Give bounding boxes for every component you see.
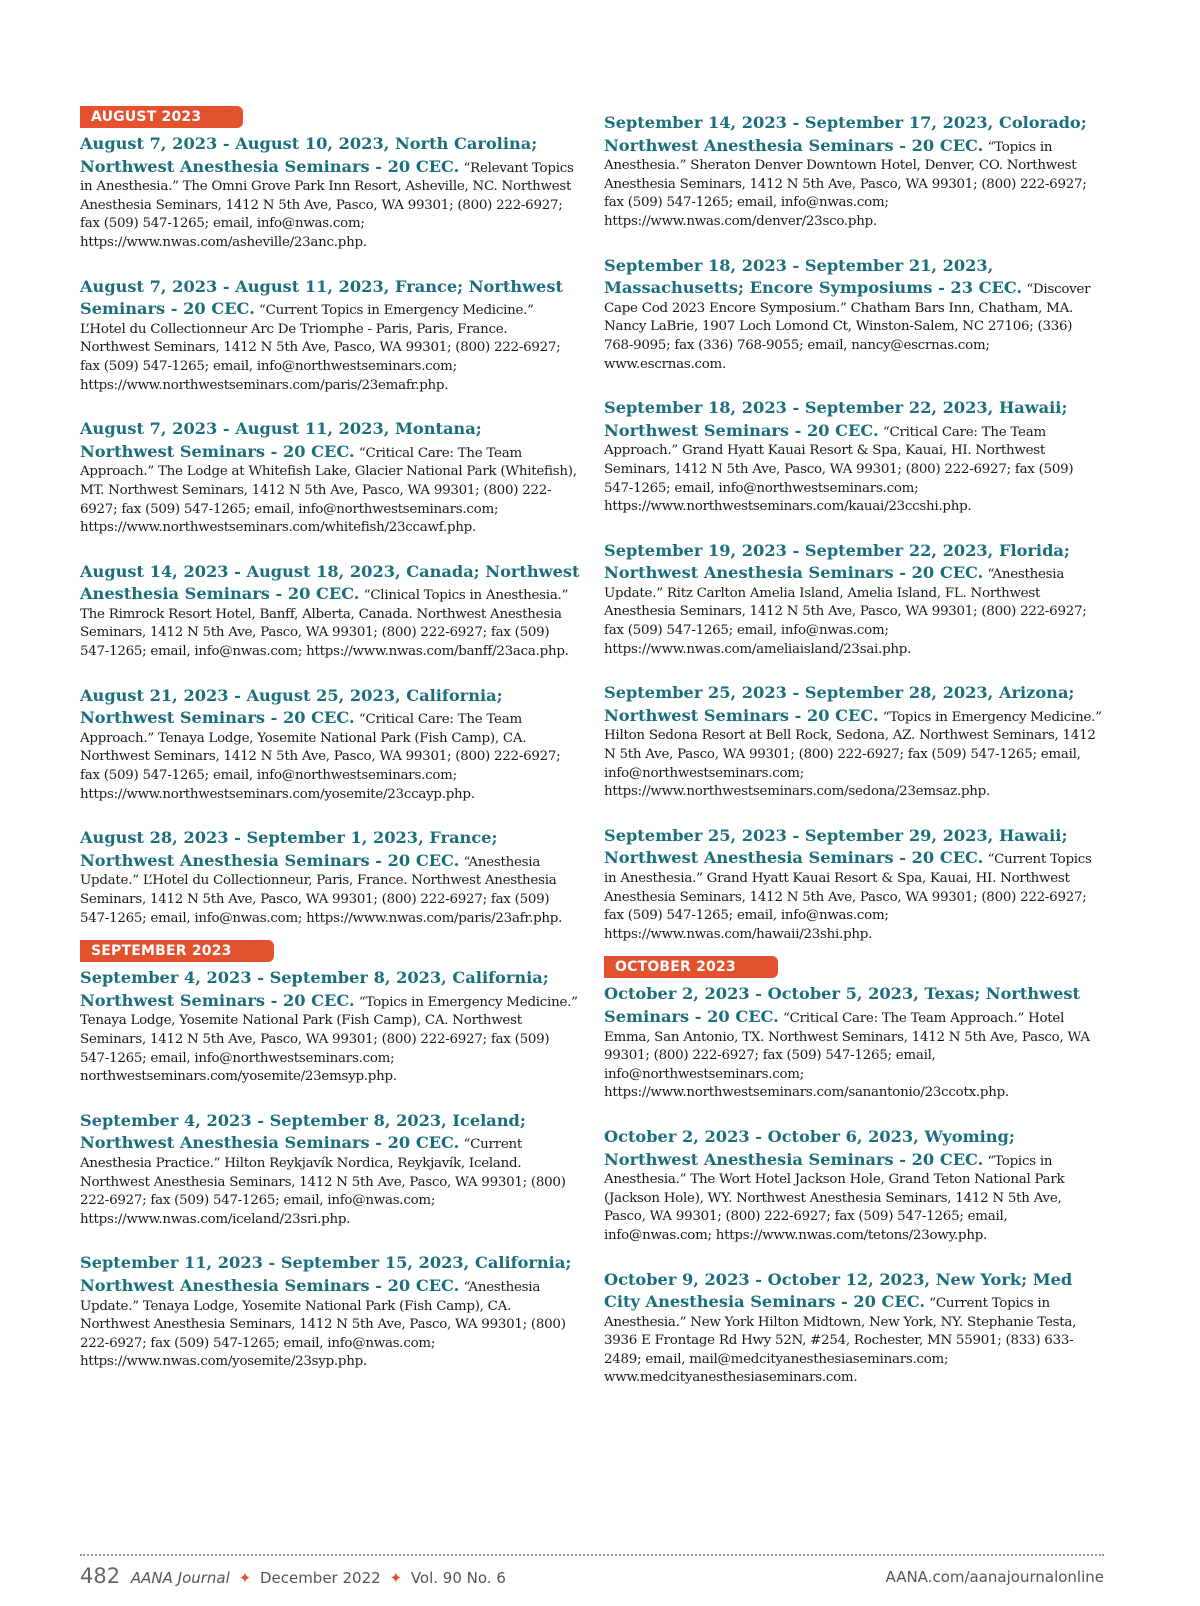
listing-body: “Critical Care: The Team Approach.” Hotel Emma, San Antonio, TX. Northwest Seminars, 1412 N 5th Ave, Pasco, WA 99301; (800) 222-6927; fax (509) 547-1265; email, info@northwestseminars.com; https://www.northwestseminars.com/sanantonio/23ccotx.php. (604, 1010, 1090, 1101)
listing-body: “Topics in Emergency Medicine.” Tenaya Lodge, Yosemite National Park (Fish Camp), CA. Northwest Seminars, 1412 N 5th Ave, Pasco, WA 99301; (800) 222-6927; fax (509) 547-1265; email, info@northwestseminars.com; northwestseminars.com/yosemite/23emsyp.php. (80, 994, 578, 1085)
listing-body: “Discover Cape Cod 2023 Encore Symposium.” Chatham Bars Inn, Chatham, MA. Nancy LaBrie, 1907 Loch Lomond Ct, Winston-Salem, NC 27106; (336) 768-9095; fax (336) 768-9055; email, nancy@escrnas.com; www.escrnas.com. (604, 282, 1091, 372)
listing (604, 397, 1104, 517)
listing (80, 1110, 580, 1230)
listing-heading: September 4, 2023 - September 8, 2023, California; Northwest Seminars - 20 CEC. (80, 968, 549, 1010)
listing-heading: September 25, 2023 - September 28, 2023, Arizona; Northwest Seminars - 20 CEC. (604, 683, 1075, 725)
listing (604, 1269, 1104, 1389)
listing-heading: August 7, 2023 - August 11, 2023, France; Northwest Seminars - 20 CEC. (80, 276, 563, 319)
separator-icon: ✦ (389, 1569, 403, 1587)
right-column (604, 112, 1104, 1411)
listing (80, 967, 580, 1087)
listing (604, 540, 1104, 660)
volume-info: Vol. 90 No. 6 (410, 1569, 506, 1587)
listing-body: “Critical Care: The Team Approach.” Grand Hyatt Kauai Resort & Spa, Kauai, HI. Northwest Seminars, 1412 N 5th Ave, Pasco, WA 99301; (800) 222-6927; fax (509) 547-1265; email, info@northwestseminars.com; https://www.northwestseminars.com/kauai/23ccshi.php. (604, 424, 1074, 515)
listing (80, 276, 580, 396)
listing (80, 685, 580, 805)
listing-heading: September 18, 2023 - September 22, 2023, Hawaii; Northwest Seminars - 20 CEC. (604, 398, 1068, 440)
left-column (80, 106, 580, 1395)
listing-heading: September 4, 2023 - September 8, 2023, Iceland; Northwest Anesthesia Seminars - 20 CEC. (80, 1110, 526, 1153)
listing-heading: August 7, 2023 - August 11, 2023, Montana; Northwest Seminars - 20 CEC. (80, 419, 482, 461)
listing-body: “Anesthesia Update.” L’Hotel du Collectionneur, Paris, France. Northwest Anesthesia Seminars, 1412 N 5th Ave, Pasco, WA 99301; (800) 222-6927; fax (509) 547-1265; email, info@nwas.com; https://www.nwas.com/paris/23afr.php. (80, 854, 563, 926)
listing-body: “Critical Care: The Team Approach.” The Lodge at Whitefish Lake, Glacier National Park (Whitefish), MT. Northwest Seminars, 1412 N 5th Ave, Pasco, WA 99301; (800) 222-6927; fax (509) 547-1265; email, info@northwestseminars.com; https://www.northwestseminars.com/whitefish/23ccawf.php. (80, 445, 577, 536)
listing-heading: September 19, 2023 - September 22, 2023, Florida; Northwest Anesthesia Seminars - 20 CEC. (604, 540, 1070, 583)
listing-body: “Anesthesia Update.” Ritz Carlton Amelia Island, Amelia Island, FL. Northwest Anesthesia Seminars, 1412 N 5th Ave, Pasco, WA 99301; (800) 222-6927; fax (509) 547-1265; email, info@nwas.com; https://www.nwas.com/ameliaisland/23sai.php. (604, 567, 1087, 657)
listing-heading: August 14, 2023 - August 18, 2023, Canada; Northwest Anesthesia Seminars - 20 CEC. (80, 561, 580, 604)
listing-body: “Topics in Anesthesia.” The Wort Hotel Jackson Hole, Grand Teton National Park (Jackson Hole), WY. Northwest Anesthesia Seminars, 1412 N 5th Ave, Pasco, WA 99301; (800) 222-6927; fax (509) 547-1265; email, info@nwas.com; https://www.nwas.com/tetons/23owy.php. (604, 1153, 1065, 1243)
listing (80, 418, 580, 538)
footer-info (80, 1564, 506, 1588)
listing (80, 561, 580, 662)
listing-body: “Critical Care: The Team Approach.” Tenaya Lodge, Yosemite National Park (Fish Camp), CA. Northwest Seminars, 1412 N 5th Ave, Pasco, WA 99301; (800) 222-6927; fax (509) 547-1265; email, info@northwestseminars.com; https://www.northwestseminars.com/yosemite/23ccayp.php. (80, 712, 561, 802)
listing-body: “Topics in Emergency Medicine.” Hilton Sedona Resort at Bell Rock, Sedona, AZ. Northwest Seminars, 1412 N 5th Ave, Pasco, WA 99301; (800) 222-6927; fax (509) 547-1265; email, info@northwestseminars.com; https://www.northwestseminars.com/sedona/23emsaz.php. (604, 709, 1102, 800)
listing-heading: October 2, 2023 - October 6, 2023, Wyoming; Northwest Anesthesia Seminars - 20 CEC. (604, 1126, 1015, 1169)
page-footer (80, 1564, 1104, 1590)
listing-heading: September 14, 2023 - September 17, 2023, Colorado; Northwest Anesthesia Seminars - 20 CEC. (604, 113, 1087, 155)
listing-body: “Clinical Topics in Anesthesia.” The Rimrock Resort Hotel, Banff, Alberta, Canada. Northwest Anesthesia Seminars, 1412 N 5th Ave, Pasco, WA 99301; (800) 222-6927; fax (509) 547-1265; email, info@nwas.com; https://www.nwas.com/banff/23aca.php. (80, 588, 569, 660)
listing-heading: September 18, 2023 - September 21, 2023, Massachusetts; Encore Symposiums - 23 CEC. (604, 255, 1023, 298)
page-number: 482 (80, 1564, 121, 1588)
listing (80, 1252, 580, 1372)
listing (604, 255, 1104, 375)
listing-body: “Anesthesia Update.” Tenaya Lodge, Yosemite National Park (Fish Camp), CA. Northwest Anesthesia Seminars, 1412 N 5th Ave, Pasco, WA 99301; (800) 222-6927; fax (509) 547-1265; email, info@nwas.com; https://www.nwas.com/yosemite/23syp.php. (80, 1279, 566, 1370)
listing-body: “Topics in Anesthesia.” Sheraton Denver Downtown Hotel, Denver, CO. Northwest Anesthesia Seminars, 1412 N 5th Ave, Pasco, WA 99301; (800) 222-6927; fax (509) 547-1265; email, info@nwas.com; https://www.nwas.com/denver/23sco.php. (604, 139, 1087, 229)
listing-body: “Current Topics in Anesthesia.” Grand Hyatt Kauai Resort & Spa, Kauai, HI. Northwest Anesthesia Seminars, 1412 N 5th Ave, Pasco, WA 99301; (800) 222-6927; fax (509) 547-1265; email, info@nwas.com; https://www.nwas.com/hawaii/23shi.php. (604, 852, 1092, 942)
listing (604, 682, 1104, 802)
listing-heading: October 9, 2023 - October 12, 2023, New York; Med City Anesthesia Seminars - 20 CEC. (604, 1269, 1073, 1312)
listing (604, 983, 1104, 1103)
listing-heading: August 28, 2023 - September 1, 2023, France; Northwest Anesthesia Seminars - 20 CEC. (80, 828, 498, 870)
listing-body: “Current Anesthesia Practice.” Hilton Reykjavík Nordica, Reykjavík, Iceland. Northwest Anesthesia Seminars, 1412 N 5th Ave, Pasco, WA 99301; (800) 222-6927; fax (509) 547-1265; email, info@nwas.com; https://www.nwas.com/iceland/23sri.php. (80, 1137, 566, 1227)
listing-body: “Current Topics in Anesthesia.” New York Hilton Midtown, New York, NY. Stephanie Testa, 3936 E Frontage Rd Hwy 52N, #254, Rochester, MN 55901; (833) 633-2489; email, mail@medcityanesthesiaseminars.com; www.medcityanesthesiaseminars.com. (604, 1296, 1077, 1386)
listing-heading: August 7, 2023 - August 10, 2023, North Carolina; Northwest Anesthesia Seminars - 20 CEC. (80, 134, 538, 176)
listing (80, 133, 580, 253)
separator-icon: ✦ (238, 1569, 252, 1587)
listing (604, 825, 1104, 945)
listing-heading: September 25, 2023 - September 29, 2023, Hawaii; Northwest Anesthesia Seminars - 20 CEC. (604, 825, 1068, 868)
issue-date: December 2022 (259, 1569, 381, 1587)
footer-divider (80, 1554, 1104, 1556)
journal-name: AANA Journal (130, 1569, 230, 1587)
listing-heading: October 2, 2023 - October 5, 2023, Texas; Northwest Seminars - 20 CEC. (604, 984, 1081, 1026)
month-label: SEPTEMBER 2023 (80, 940, 274, 962)
listing (80, 827, 580, 928)
listing (604, 1126, 1104, 1246)
month-label: OCTOBER 2023 (604, 956, 778, 978)
listing-body: “Relevant Topics in Anesthesia.” The Omni Grove Park Inn Resort, Asheville, NC. Northwest Anesthesia Seminars, 1412 N 5th Ave, Pasco, WA 99301; (800) 222-6927; fax (509) 547-1265; email, info@nwas.com; https://www.nwas.com/asheville/23anc.php. (80, 160, 574, 250)
website-link[interactable]: AANA.com/aanajournalonline (885, 1568, 1104, 1586)
listing-body: “Current Topics in Emergency Medicine.” L’Hotel du Collectionneur Arc De Triomphe - Paris, Paris, France. Northwest Seminars, 1412 N 5th Ave, Pasco, WA 99301; (800) 222-6927; fax (509) 547-1265; email, info@northwestseminars.com; https://www.northwestseminars.com/paris/23emafr.php. (80, 303, 561, 393)
month-label: AUGUST 2023 (80, 106, 243, 128)
listing-heading: September 11, 2023 - September 15, 2023, California; Northwest Anesthesia Seminars - 20 CEC. (80, 1253, 572, 1295)
listing (604, 112, 1104, 232)
listing-heading: August 21, 2023 - August 25, 2023, California; Northwest Seminars - 20 CEC. (80, 685, 503, 728)
